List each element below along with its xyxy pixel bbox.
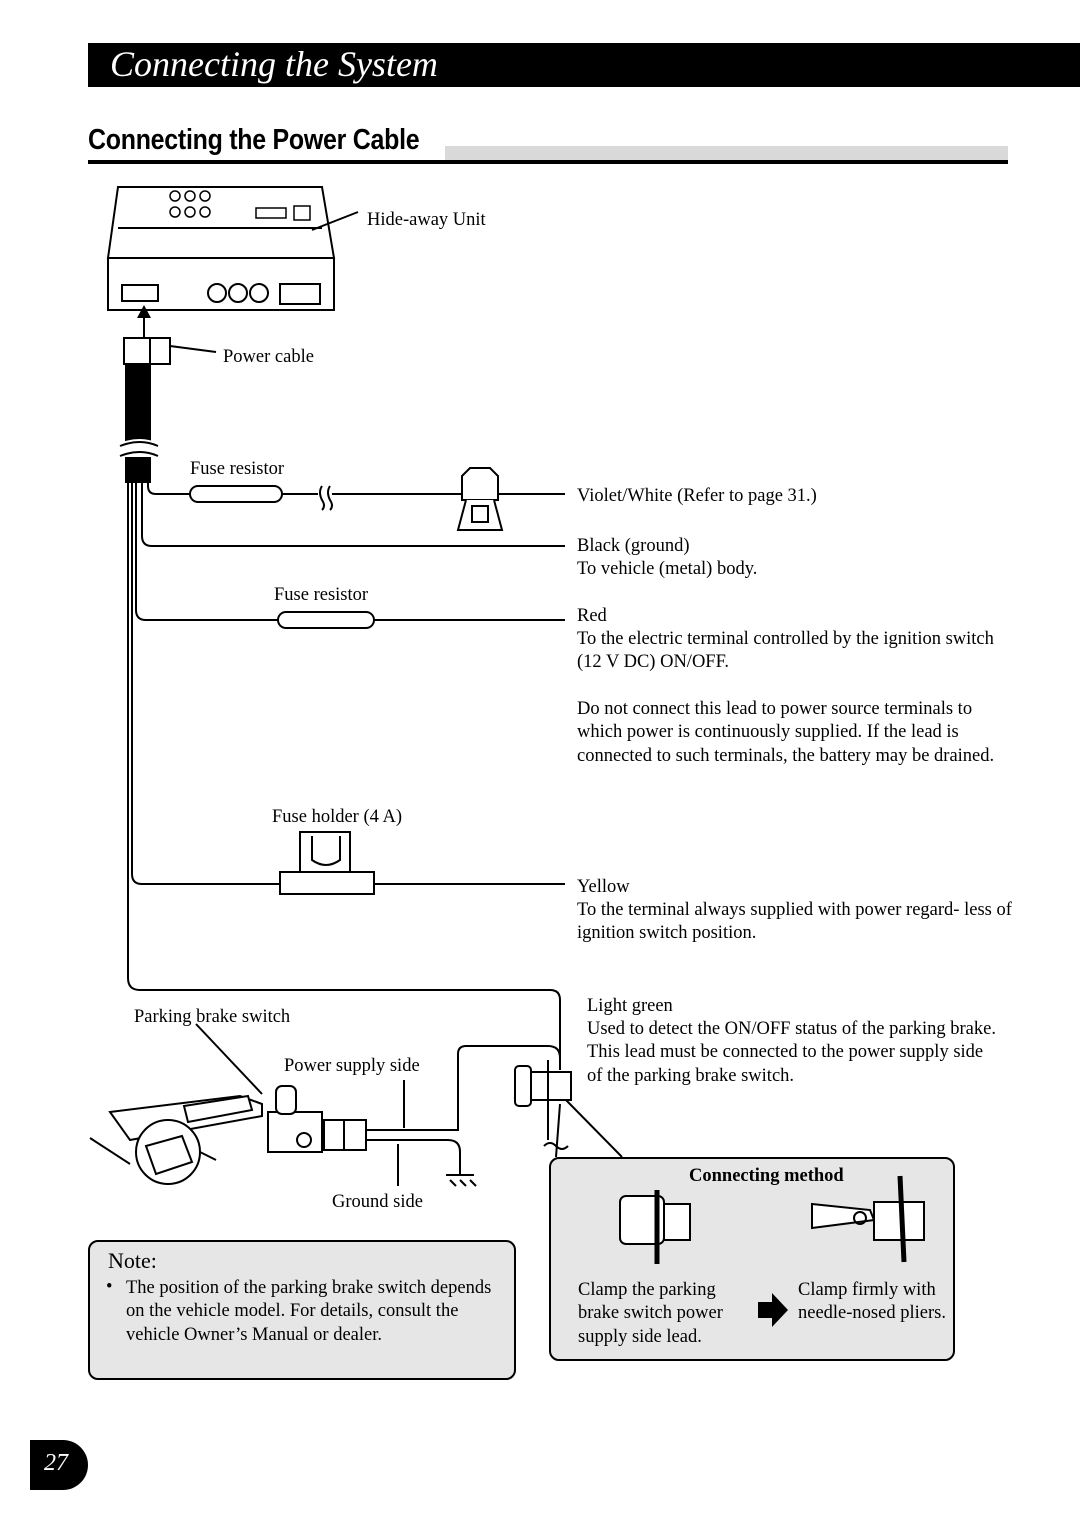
wire-lightgreen-desc: Used to detect the ON/OFF status of the parking brake. This lead must be connected to the power supply side of the parking brake switch. bbox=[587, 1019, 996, 1086]
note-text: The position of the parking brake switch depends on the vehicle model. For details, consult the vehicle Owner’s Manual or dealer. bbox=[126, 1278, 492, 1345]
page-number: 27 bbox=[44, 1450, 68, 1476]
wire-lightgreen-title: Light green bbox=[587, 996, 673, 1016]
wire-red-warning: Do not connect this lead to power source terminals to which power is continuously supplied. If the lead is connected to such terminals, the battery may be drained. bbox=[577, 699, 995, 766]
wire-black-title: Black (ground) bbox=[577, 536, 690, 556]
section-title: Connecting the Power Cable bbox=[88, 124, 420, 156]
label-fuse-holder: Fuse holder (4 A) bbox=[272, 807, 402, 827]
wire-red-title: Red bbox=[577, 606, 607, 626]
wire-red-desc: To the electric terminal controlled by the ignition switch (12 V DC) ON/OFF. bbox=[577, 629, 994, 673]
wire-yellow-desc: To the terminal always supplied with power regard- less of ignition switch position. bbox=[577, 900, 1012, 944]
label-hideaway-unit: Hide-away Unit bbox=[367, 210, 486, 230]
wire-black-desc: To vehicle (metal) body. bbox=[577, 559, 758, 579]
label-parking-brake-switch: Parking brake switch bbox=[134, 1007, 291, 1027]
page-title: Connecting the System bbox=[110, 44, 438, 84]
label-power-supply-side: Power supply side bbox=[284, 1056, 420, 1076]
label-fuse-resistor-2: Fuse resistor bbox=[274, 585, 369, 605]
label-fuse-resistor-1: Fuse resistor bbox=[190, 459, 285, 479]
label-power-cable: Power cable bbox=[223, 347, 314, 367]
note-title: Note: bbox=[108, 1248, 157, 1273]
wire-violet-white: Violet/White (Refer to page 31.) bbox=[577, 486, 817, 506]
connecting-method-title: Connecting method bbox=[689, 1166, 844, 1186]
method-step-2: Clamp firmly with needle-nosed pliers. bbox=[798, 1280, 946, 1324]
wire-yellow-title: Yellow bbox=[577, 877, 630, 897]
bullet-icon: • bbox=[106, 1277, 113, 1297]
label-ground-side: Ground side bbox=[332, 1192, 423, 1212]
method-step-1: Clamp the parking brake switch power supply side lead. bbox=[578, 1280, 723, 1347]
